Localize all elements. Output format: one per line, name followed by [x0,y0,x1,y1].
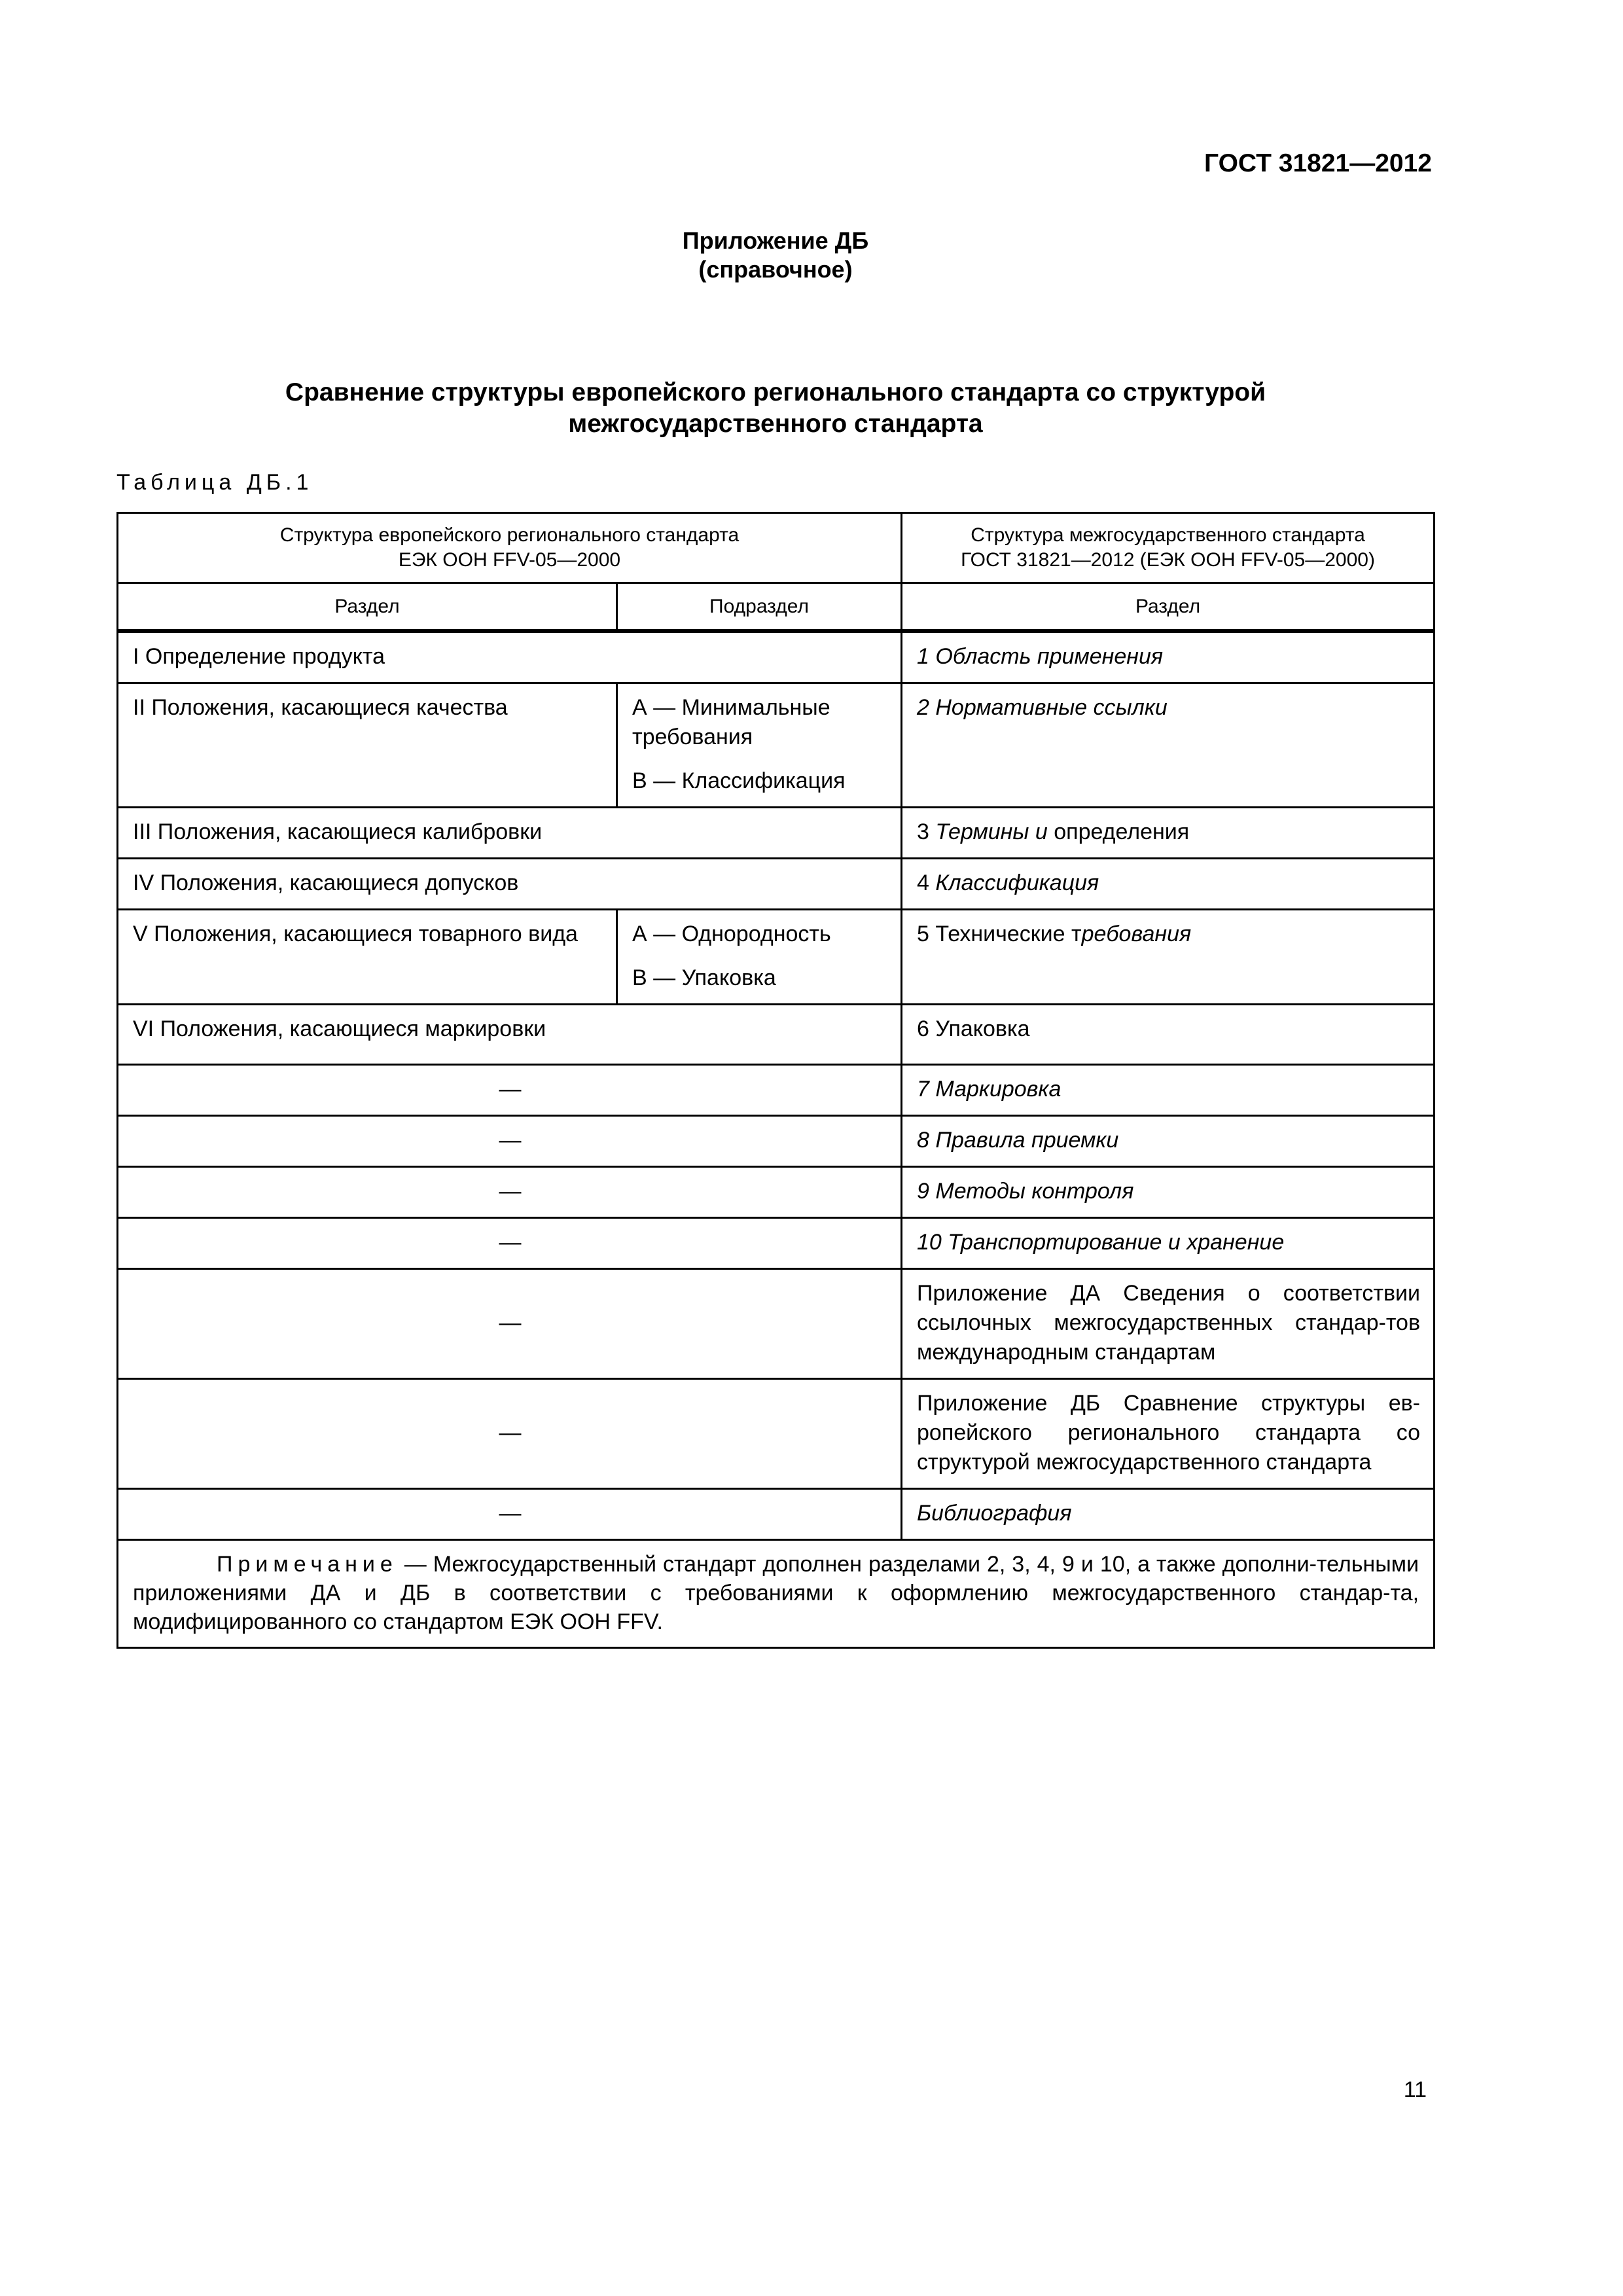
table-cell-right: Приложение ДА Сведения о соответствии ссылочных межгосударственных стандар-тов международным стандартам [902,1269,1435,1379]
table-cell-right: 9 Методы контроля [902,1167,1435,1218]
table-cell-left: II Положения, касающиеся качества [118,683,617,808]
table-cell-left: V Положения, касающиеся товарного вида [118,910,617,1005]
table-cell-left: — [118,1218,902,1269]
appendix-type: (справочное) [698,256,853,283]
table-subheader-row [118,583,1435,632]
table-caption: Таблица ДБ.1 [116,470,313,495]
column-header-section-right: Раздел [902,583,1435,632]
table-note [118,1540,1435,1648]
document-title-line1: Сравнение структуры европейского регионального стандарта со структурой [285,378,1266,406]
page-number: 11 [1403,2077,1427,2102]
table-row [118,1005,1435,1065]
table-cell-left: I Определение продукта [118,631,902,683]
table-cell-right: 6 Упаковка [902,1005,1435,1065]
column-header-section-left: Раздел [118,583,617,632]
standard-code: ГОСТ 31821—2012 [1204,149,1432,177]
table-cell-right: 3 Термины и определения [902,808,1435,859]
table-cell-subsection: А — Минимальные требования В — Классификация [617,683,902,808]
table-row [118,1269,1435,1379]
column-header-subsection: Подраздел [617,583,902,632]
table-cell-right: Приложение ДБ Сравнение структуры ев-ропейского регионального стандарта со структурой межгосударственного стандарта [902,1379,1435,1489]
table-cell-right: 1 Область применения [902,631,1435,683]
table-cell-left: — [118,1167,902,1218]
table-cell-left: VI Положения, касающиеся маркировки [118,1005,902,1065]
note-text: — Межгосударственный стандарт дополнен разделами 2, 3, 4, 9 и 10, а также дополни-тельными приложениями ДА и ДБ в соответствии с требованиями к оформлению межгосударственного стандар-та, модифицированного со стандартом ЕЭК ООН FFV. [133,1552,1419,1634]
table-cell-right: 5 Технические требования [902,910,1435,1005]
header-interstate-structure: Структура межгосударственного стандарта ГОСТ 31821—2012 (ЕЭК ООН FFV-05—2000) [902,513,1435,583]
table-row [118,859,1435,910]
table-cell-left: — [118,1379,902,1489]
document-title-line2: межгосударственного стандарта [568,410,983,438]
table-cell-left: III Положения, касающиеся калибровки [118,808,902,859]
table-row [118,808,1435,859]
table-row [118,631,1435,683]
appendix-title: Приложение ДБ [682,227,869,254]
table-row [118,1167,1435,1218]
note-label: Примечание [217,1552,398,1577]
table-note-row [118,1540,1435,1648]
table-cell-right: Библиография [902,1489,1435,1540]
table-cell-left: IV Положения, касающиеся допусков [118,859,902,910]
table-cell-left: — [118,1489,902,1540]
table-cell-left: — [118,1116,902,1167]
table-cell-right: 4 Классификация [902,859,1435,910]
table-row [118,1116,1435,1167]
table-row [118,1489,1435,1540]
table-row [118,1218,1435,1269]
table-cell-right: 8 Правила приемки [902,1116,1435,1167]
header-european-structure: Структура европейского регионального стандарта ЕЭК ООН FFV-05—2000 [118,513,902,583]
table-cell-right: 2 Нормативные ссылки [902,683,1435,808]
appendix-heading [0,226,1551,284]
table-cell-right: 10 Транспортирование и хранение [902,1218,1435,1269]
table-row [118,1065,1435,1116]
table-row [118,683,1435,808]
document-title [0,377,1551,440]
table-cell-left: — [118,1269,902,1379]
table-cell-left: — [118,1065,902,1116]
table-row [118,1379,1435,1489]
table-cell-right: 7 Маркировка [902,1065,1435,1116]
table-cell-subsection: А — Однородность В — Упаковка [617,910,902,1005]
table-header-row [118,513,1435,583]
comparison-table [116,512,1435,1649]
table-row [118,910,1435,1005]
